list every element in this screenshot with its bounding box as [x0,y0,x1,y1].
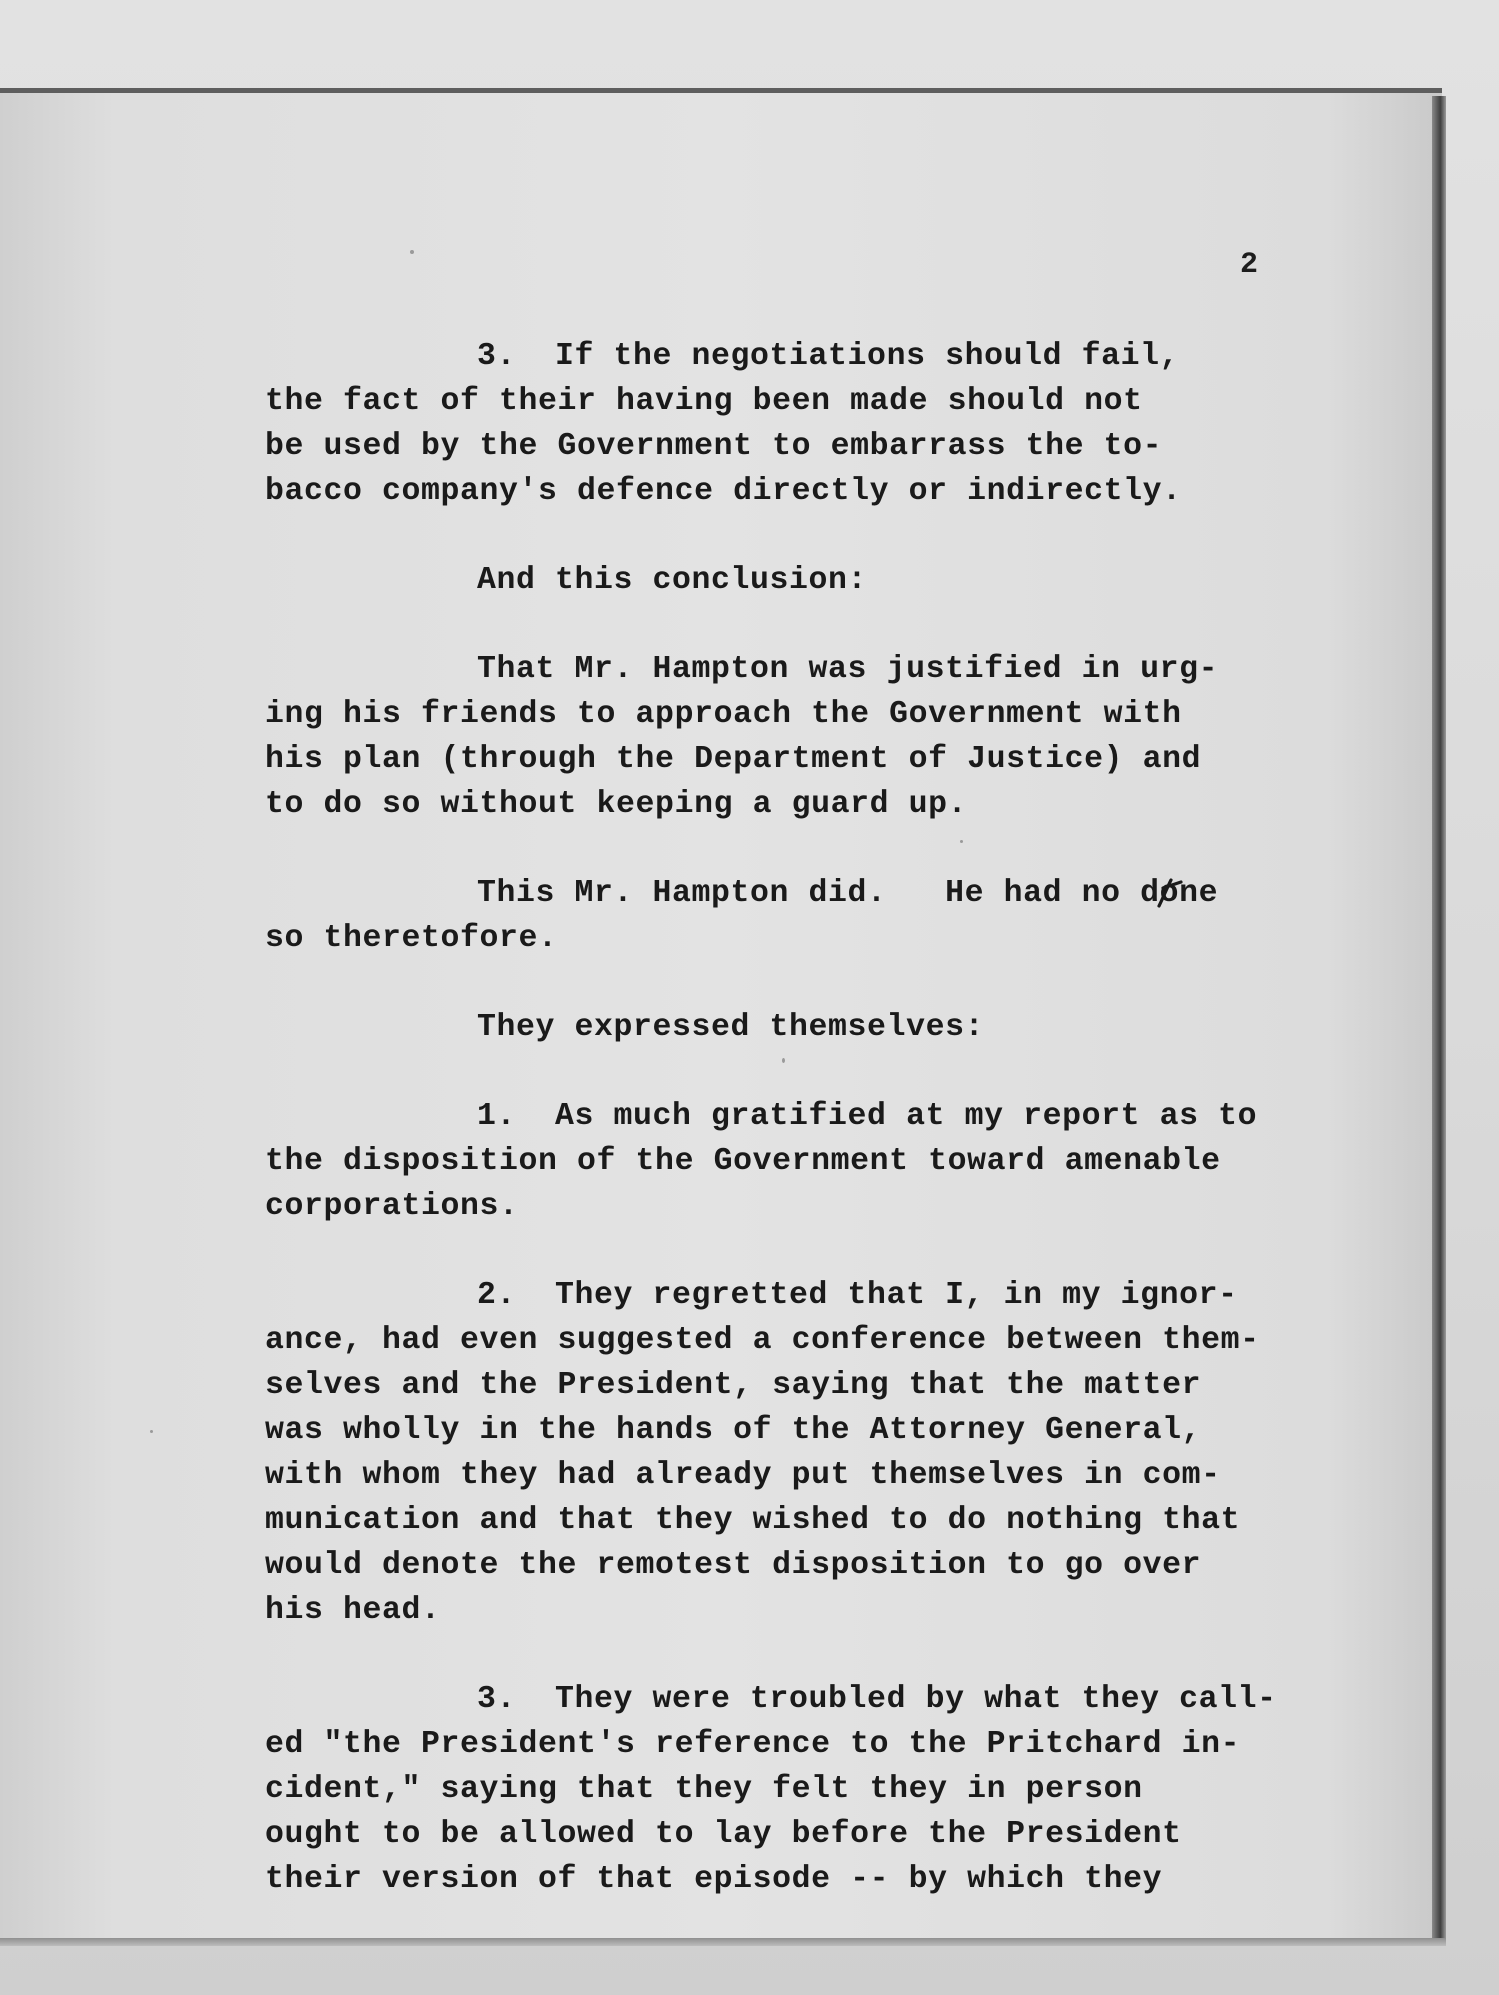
text-line: so theretofore. [265,921,558,956]
page-number: 2 [1240,248,1259,282]
text-line: the fact of their having been made should not [265,384,1143,419]
text-line: corporations. [265,1189,519,1224]
text-line: ing his friends to approach the Government with [265,697,1182,732]
paragraph [265,1094,1395,1229]
text-line: his plan (through the Department of Justice) and [265,742,1202,777]
paragraph [265,871,1395,961]
text-line: That Mr. Hampton was justified in urg- [477,652,1219,687]
handwritten-t-mark [1153,876,1183,910]
paragraph [265,647,1395,827]
text-line: 2. They regretted that I, in my ignor- [477,1278,1238,1313]
text-line: would denote the remotest disposition to go over [265,1548,1202,1583]
paragraph [265,1005,1395,1050]
text-line: ed "the President's reference to the Pritchard in- [265,1727,1241,1762]
text-line: to do so without keeping a guard up. [265,787,968,822]
text-line: selves and the President, saying that the matter [265,1368,1202,1403]
document-body [265,334,1395,1902]
text-line: be used by the Government to embarrass the to- [265,429,1163,464]
text-line: was wholly in the hands of the Attorney General, [265,1413,1202,1448]
text-line: their version of that episode -- by which they [265,1862,1163,1897]
text-line: cident," saying that they felt they in person [265,1772,1143,1807]
text-line: They expressed themselves: [477,1010,985,1045]
text-line: 3. They were troubled by what they call- [477,1682,1277,1717]
page-bottom-edge [0,1938,1446,1946]
page-edge-shadow [1432,96,1446,1941]
paragraph [265,558,1395,603]
text-line: with whom they had already put themselves in com- [265,1458,1221,1493]
text-line: munication and that they wished to do nothing that [265,1503,1241,1538]
paper-speck [960,840,963,843]
text-line: 3. If the negotiations should fail, [477,339,1180,374]
text-line: This Mr. Hampton did. He had no done [477,876,1219,911]
paragraph [265,1273,1395,1633]
paper-speck [150,1430,153,1433]
text-line: 1. As much gratified at my report as to [477,1099,1258,1134]
text-line: And this conclusion: [477,563,868,598]
paragraph [265,1677,1395,1902]
paper-speck [410,250,414,254]
text-line: ought to be allowed to lay before the President [265,1817,1182,1852]
text-line: the disposition of the Government toward amenable [265,1144,1221,1179]
text-line: his head. [265,1593,441,1628]
paragraph [265,334,1395,514]
text-line: ance, had even suggested a conference between them- [265,1323,1260,1358]
paper-speck [782,1058,785,1063]
text-line: bacco company's defence directly or indirectly. [265,474,1182,509]
